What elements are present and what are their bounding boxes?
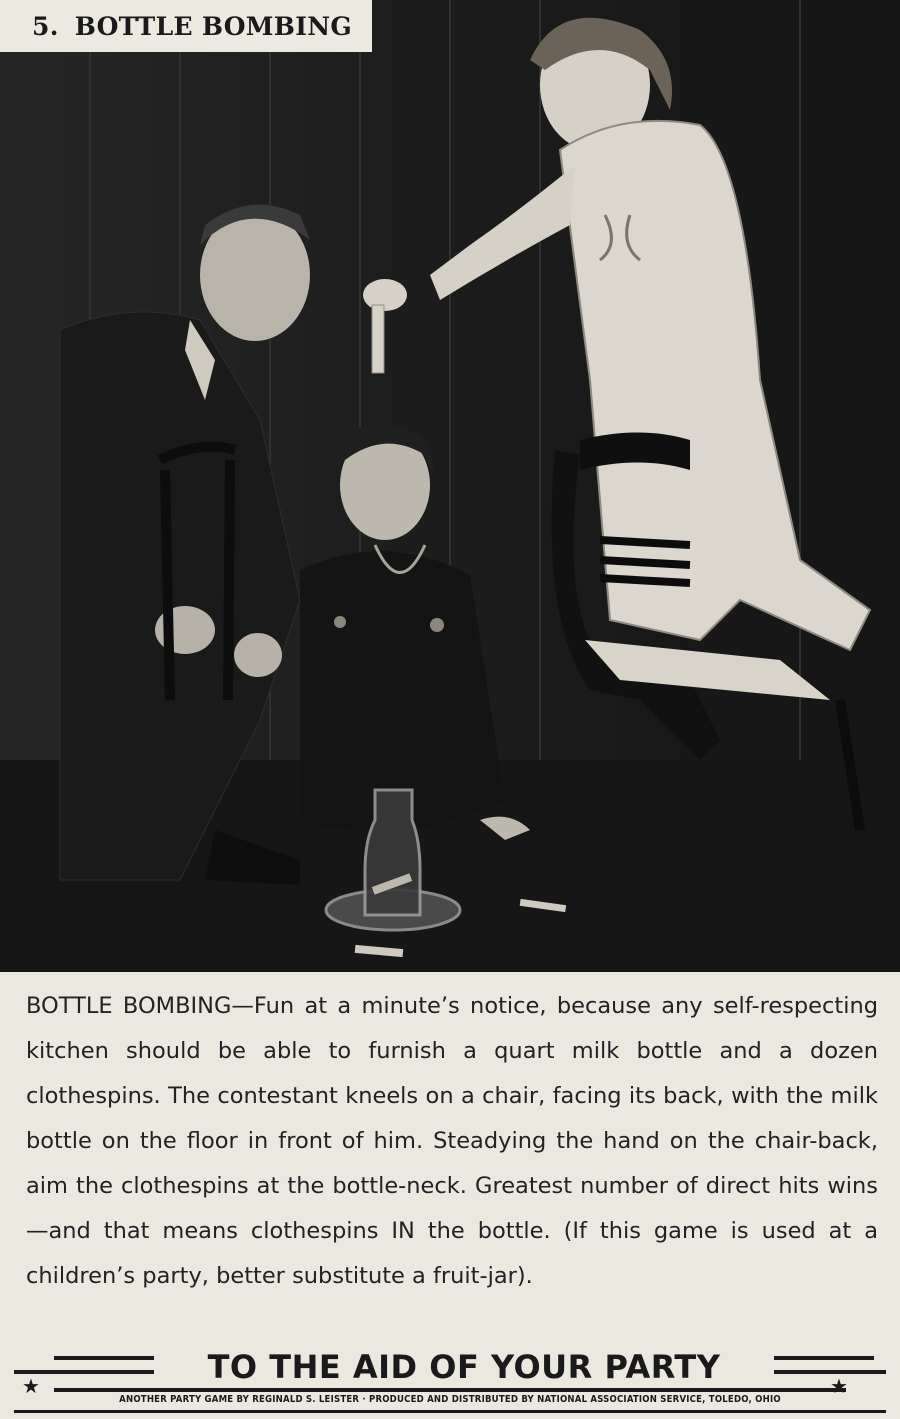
banner-rule-bottom xyxy=(54,1388,846,1392)
description-lead: BOTTLE BOMBING xyxy=(26,993,232,1019)
credits-line: ANOTHER PARTY GAME BY REGINALD S. LEISTER · PRODUCED AND DISTRIBUTED BY NATIONAL ASSOCIATION SERVICE, TOLEDO, OHIO xyxy=(119,1394,781,1405)
banner-rule-left-top xyxy=(54,1356,154,1360)
star-icon-right: ★ xyxy=(830,1374,848,1398)
card-number: 5. xyxy=(32,11,59,41)
card-title xyxy=(0,0,372,52)
star-icon-left: ★ xyxy=(22,1374,40,1398)
description-text: —Fun at a minute’s notice, because any self-respecting kitchen should be able to furnish a quart milk bottle and a dozen clothespins. The contestant kneels on a chair, facing its back, with the milk bottle on the floor in front of him. Steadying the hand on the chair-back, aim the clothespins at the bottle-neck. Greatest number of direct hits wins—and that means clothespins IN the bottle. (If this game is used at a children’s party, better substitute a fruit-jar). xyxy=(26,993,879,1289)
game-description xyxy=(26,984,878,1299)
banner-rule-base xyxy=(14,1410,886,1413)
banner-rule-right-top xyxy=(774,1356,874,1360)
banner-title: TO THE AID OF YOUR PARTY xyxy=(207,1348,721,1386)
footer-banner xyxy=(14,1344,886,1414)
card-title-text: BOTTLE BOMBING xyxy=(74,11,352,41)
